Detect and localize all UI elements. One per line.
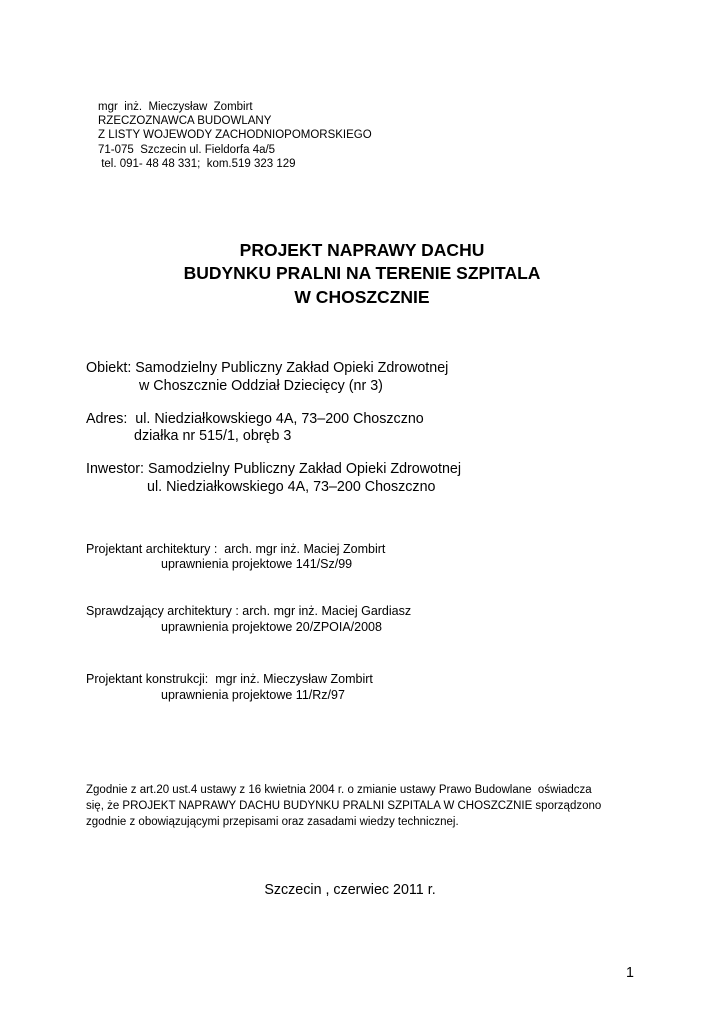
architect-line-1: Projektant architektury : arch. mgr inż. Maciej Zombirt — [86, 542, 386, 556]
title-line-2: BUDYNKU PRALNI NA TERENIE SZPITALA — [183, 263, 541, 283]
structural-line-1: Projektant konstrukcji: mgr inż. Mieczysław Zombirt — [86, 672, 373, 686]
author-title: RZECZOZNAWCA BUDOWLANY — [98, 115, 272, 127]
author-registry: Z LISTY WOJEWODY ZACHODNIOPOMORSKIEGO — [98, 129, 372, 141]
architect-line-2: uprawnienia projektowe 141/Sz/99 — [161, 557, 353, 571]
statement-line-3: zgodnie z obowiązującymi przepisami oraz zasadami wiedzy technicznej. — [86, 816, 459, 828]
author-address: 71-075 Szczecin ul. Fieldorfa 4a/5 — [98, 144, 276, 156]
page-number: 1 — [626, 965, 634, 981]
title-line-3: W CHOSZCZNIE — [294, 287, 430, 307]
object-line-2: w Choszcznie Oddział Dziecięcy (nr 3) — [139, 378, 383, 394]
place-date: Szczecin , czerwiec 2011 r. — [264, 882, 436, 898]
author-phone: tel. 091- 48 48 331; kom.519 323 129 — [98, 158, 296, 170]
checker-line-1: Sprawdzający architektury : arch. mgr inż. Maciej Gardiasz — [86, 604, 412, 618]
author-name: mgr inż. Mieczysław Zombirt — [98, 101, 253, 113]
object-line-1: Obiekt: Samodzielny Publiczny Zakład Opieki Zdrowotnej — [86, 360, 449, 376]
structural-line-2: uprawnienia projektowe 11/Rz/97 — [161, 688, 345, 702]
investor-line-1: Inwestor: Samodzielny Publiczny Zakład Opieki Zdrowotnej — [86, 461, 462, 477]
statement-line-1: Zgodnie z art.20 ust.4 ustawy z 16 kwietnia 2004 r. o zmianie ustawy Prawo Budowlane oświadcza — [86, 784, 592, 796]
address-line-1: Adres: ul. Niedziałkowskiego 4A, 73–200 Choszczno — [86, 411, 424, 427]
statement-line-2: się, że PROJEKT NAPRAWY DACHU BUDYNKU PRALNI SZPITALA W CHOSZCZNIE sporządzono — [86, 800, 602, 812]
title-line-1: PROJEKT NAPRAWY DACHU — [239, 240, 485, 260]
checker-line-2: uprawnienia projektowe 20/ZPOIA/2008 — [161, 620, 382, 634]
address-line-2: działka nr 515/1, obręb 3 — [134, 428, 292, 444]
investor-line-2: ul. Niedziałkowskiego 4A, 73–200 Choszczno — [147, 479, 436, 495]
